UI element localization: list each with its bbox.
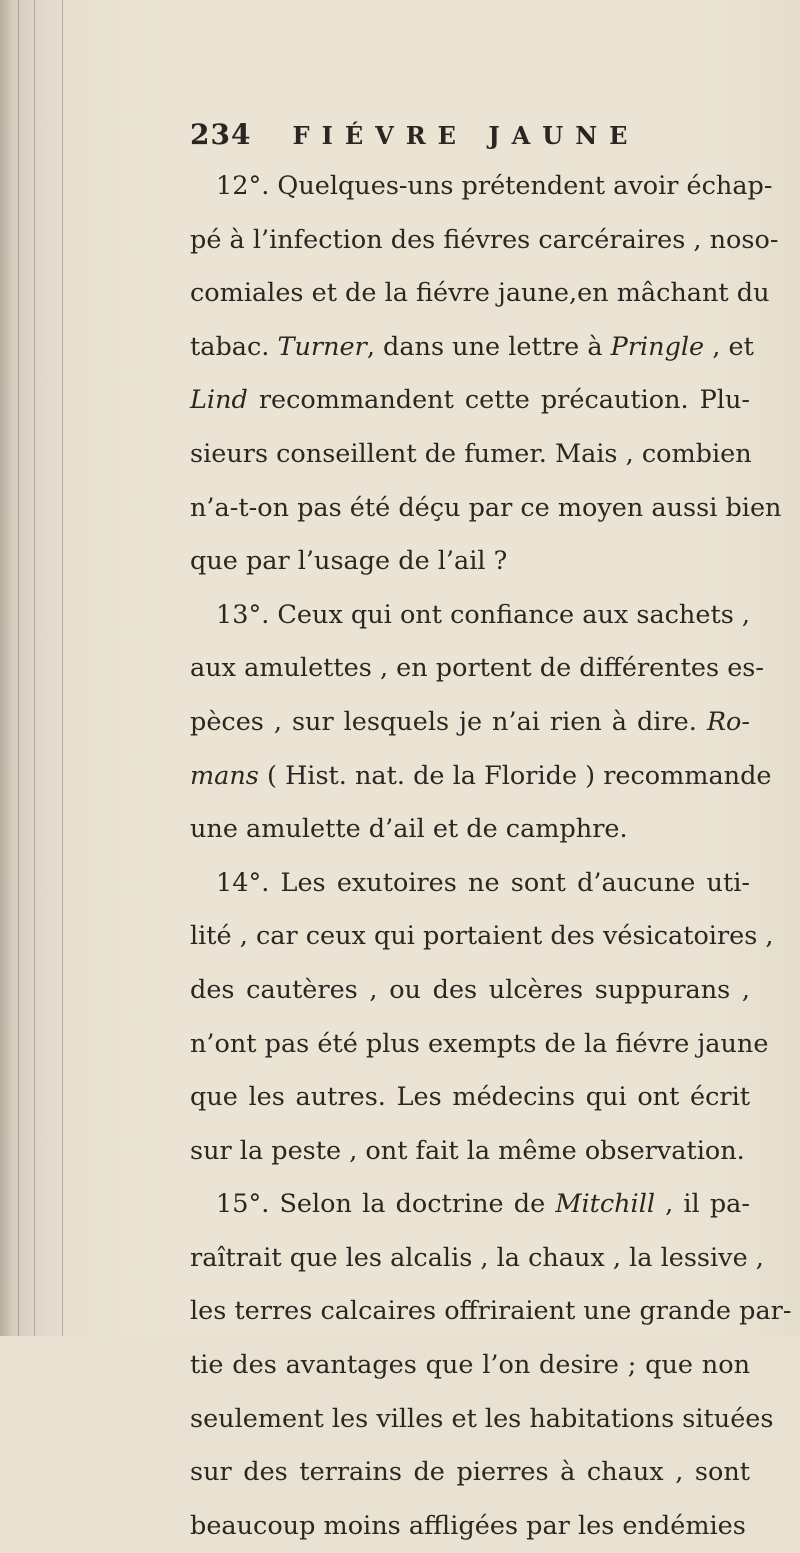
gutter-line: [34, 0, 35, 1336]
text-line: [190, 1393, 774, 1447]
text-line: [190, 1339, 750, 1393]
text-line: [190, 803, 750, 857]
text-line: [190, 642, 764, 696]
body-text: [190, 160, 792, 1553]
text-line: [190, 964, 750, 1018]
page-number: 234: [190, 118, 252, 151]
italic-name: mans: [190, 760, 259, 791]
gutter-line: [18, 0, 19, 1336]
text-line: [190, 1071, 750, 1125]
italic-name: Pringle: [610, 331, 705, 362]
text-line: [190, 428, 750, 482]
text-line: [190, 1178, 750, 1232]
text-run: sur la peste , ont fait la même observation.: [190, 1135, 745, 1166]
text-line: [190, 857, 750, 911]
text-run: que par l’usage de l’ail ?: [190, 546, 508, 577]
text-run: que les autres. Les médecins qui ont écrit: [190, 1082, 750, 1113]
italic-name: Mitchill: [555, 1189, 656, 1220]
text-line: [190, 589, 750, 643]
text-line: [190, 1232, 764, 1286]
text-line: [190, 1285, 792, 1339]
text-run: beaucoup moins affligées par les endémies: [190, 1510, 746, 1541]
text-line: [190, 535, 750, 589]
text-run: , et: [704, 331, 754, 362]
text-run: les terres calcaires offriraient une grande par-: [190, 1296, 792, 1327]
text-run: sieurs conseillent de fumer. Mais , combien: [190, 438, 752, 469]
text-run: 12°. Quelques-uns prétendent avoir échap-: [216, 171, 773, 201]
text-line: [190, 1125, 750, 1179]
text-run: , dans une lettre à: [366, 331, 611, 362]
text-run: seulement les villes et les habitations situées: [190, 1403, 774, 1434]
text-run: tie des avantages que l’on desire ; que non: [190, 1350, 750, 1381]
text-line: [190, 267, 770, 321]
text-run: pé à l’infection des fiévres carcéraires , noso-: [190, 224, 779, 255]
text-run: recommandent cette précaution. Plu-: [247, 385, 750, 416]
text-run: 13°. Ceux qui ont confiance aux sachets ,: [216, 599, 750, 630]
running-title: FIÉVRE JAUNE: [292, 121, 640, 150]
gutter-line: [62, 0, 63, 1336]
text-run: aux amulettes , en portent de différentes es-: [190, 653, 764, 684]
running-head: [190, 118, 750, 158]
text-run: une amulette d’ail et de camphre.: [190, 814, 628, 845]
text-run: n’ont pas été plus exempts de la fiévre jaune: [190, 1028, 769, 1059]
text-line: [190, 160, 773, 214]
italic-name: Ro-: [706, 706, 750, 737]
text-line: [190, 1018, 769, 1072]
text-line: [190, 910, 774, 964]
text-line: [190, 750, 772, 804]
page-gutter-shadow: [0, 0, 150, 1336]
text-run: 15°. Selon la doctrine de: [216, 1189, 556, 1220]
text-run: raîtrait que les alcalis , la chaux , la lessive ,: [190, 1242, 764, 1273]
text-run: comiales et de la fiévre jaune,en mâchant du: [190, 278, 770, 309]
italic-name: Turner: [277, 331, 367, 362]
text-line: [190, 482, 782, 536]
text-line: [190, 1500, 750, 1553]
italic-name: Lind: [190, 385, 248, 416]
text-run: sur des terrains de pierres à chaux , sont: [190, 1457, 750, 1488]
text-run: des cautères , ou des ulcères suppurans ,: [190, 974, 750, 1005]
text-run: , il pa-: [655, 1189, 750, 1220]
text-run: n’a-t-on pas été déçu par ce moyen aussi bien: [190, 492, 782, 523]
text-run: pèces , sur lesquels je n’ai rien à dire.: [190, 706, 707, 737]
text-line: [190, 1446, 750, 1500]
text-run: 14°. Les exutoires ne sont d’aucune uti-: [216, 867, 750, 898]
text-line: [190, 696, 750, 750]
text-run: ( Hist. nat. de la Floride ) recommande: [258, 760, 772, 791]
text-run: lité , car ceux qui portaient des vésicatoires ,: [190, 921, 774, 952]
text-line: [190, 374, 750, 428]
text-run: tabac.: [190, 331, 278, 362]
text-line: [190, 321, 754, 375]
text-line: [190, 214, 779, 268]
